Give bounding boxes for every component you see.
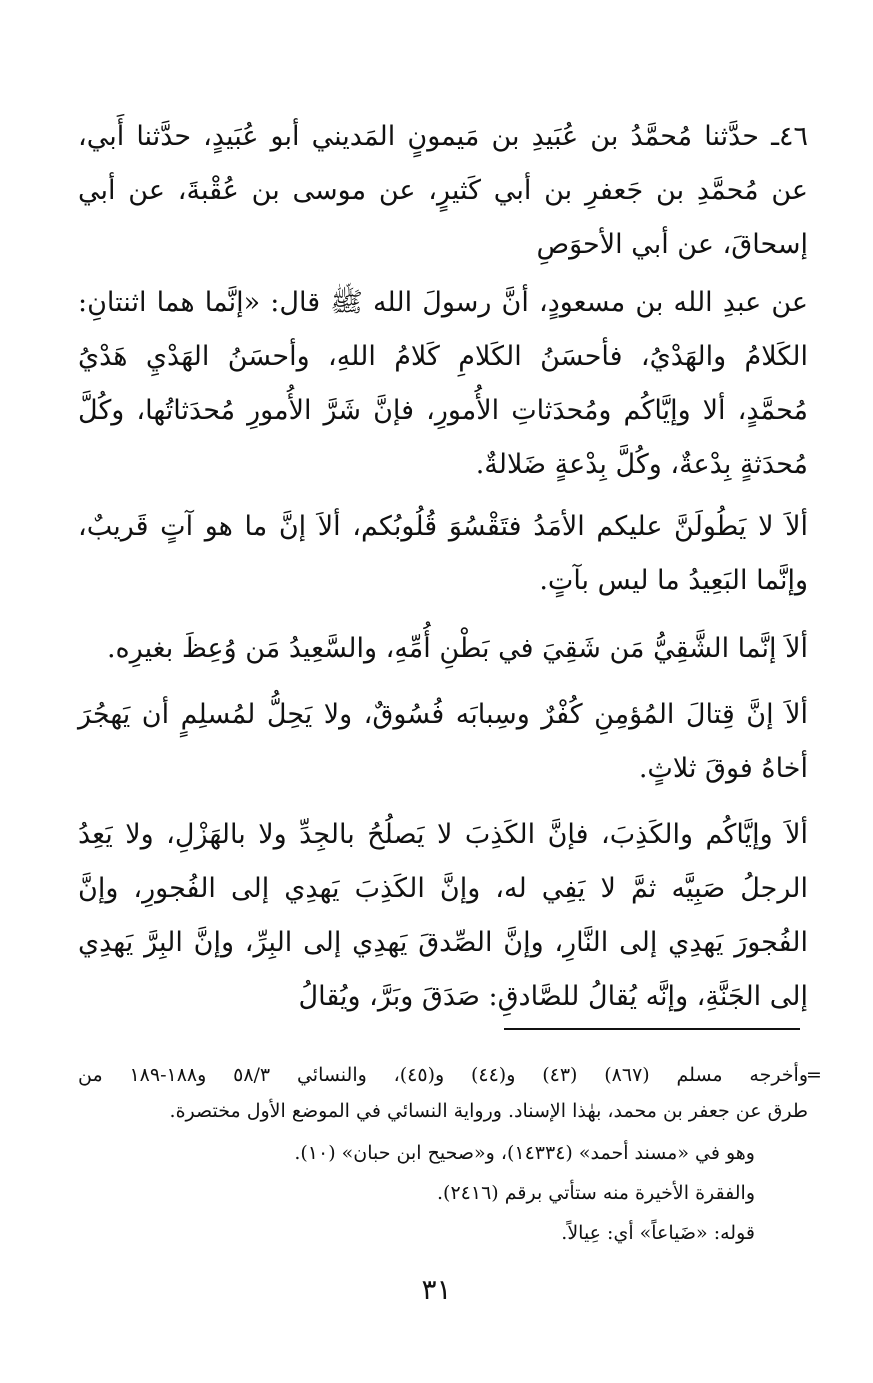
hadith-paragraph-2: ألاَ لا يَطُولَنَّ عليكم الأمَدُ فتَقْسُوَ قُلُوبُكم، ألاَ إنَّ ما هو آتٍ قَريبٌ، وإنَّما البَعِيدُ ما ليس بآتٍ. <box>78 511 808 596</box>
footnote-continuation-marker: = <box>806 1064 822 1086</box>
hadith-isnad: ٤٦ـ حدَّثنا مُحمَّدُ بن عُبَيدِ بن مَيمونٍ المَديني أبو عُبَيدٍ، حدَّثنا أَبي، عن مُحمَّدِ بن جَعفرِ بن أبي كَثيرٍ، عن موسى بن عُقْبةَ، عن أبي إسحاقَ، عن أبي الأحوَصِ <box>78 121 808 260</box>
hadith-paragraph-5: ألاَ وإيَّاكُم والكَذِبَ، فإنَّ الكَذِبَ لا يَصلُحُ بالجِدِّ ولا بالهَزْلِ، ولا يَعِدُ الرجلُ صَبِيَّه ثمَّ لا يَفِي له، وإنَّ الكَذِبَ يَهدِي إلى الفُجورِ، وإنَّ الفُجورَ يَهدِي إلى النَّارِ، وإنَّ الصِّدقَ يَهدِي إلى البِرِّ، وإنَّ البِرَّ يَهدِي إلى الجَنَّةِ، وإنَّه يُقالُ للصَّادقِ: صَدَقَ وبَرَّ، ويُقالُ <box>78 819 808 1012</box>
footnote-line-5: قوله: «ضَياعاً» أي: عِيالاً. <box>561 1222 755 1244</box>
hadith-paragraph-4: ألاَ إنَّ قِتالَ المُؤمِنِ كُفْرٌ وسِبابَه فُسُوقٌ، ولا يَحِلُّ لمُسلِمٍ أن يَهجُرَ أخاهُ فوقَ ثلاثٍ. <box>78 699 808 784</box>
footnote-line-3: وهو في «مسند أحمد» (١٤٣٣٤)، و«صحيح ابن حبان» (١٠). <box>294 1142 755 1164</box>
page-number: ٣١ <box>421 1273 452 1306</box>
footnote-line-1: وأخرجه مسلم (٨٦٧) (٤٣) و(٤٤) و(٤٥)، والنسائي ٥٨/٣ و١٨٨-١٨٩ من <box>78 1064 808 1086</box>
hadith-paragraph-1: عن عبدِ الله بن مسعودٍ، أنَّ رسولَ الله ﷺ قال: «إنَّما هما اثنتانِ: الكَلامُ والهَدْيُ، فأحسَنُ الكَلامِ كَلامُ اللهِ، وأحسَنُ الهَدْيِ هَدْيُ مُحمَّدٍ، ألا وإيَّاكُم ومُحدَثاتِ الأُمورِ، فإنَّ شَرَّ الأُمورِ مُحدَثاتُها، وكُلَّ مُحدَثةٍ بِدْعةٌ، وكُلَّ بِدْعةٍ ضَلالةٌ. <box>78 287 808 480</box>
footnote-divider <box>504 1028 800 1030</box>
footnote-line-4: والفقرة الأخيرة منه ستأتي برقم (٢٤١٦). <box>437 1182 755 1204</box>
hadith-paragraph-3: ألاَ إنَّما الشَّقِيُّ مَن شَقِيَ في بَطْنِ أُمِّهِ، والسَّعِيدُ مَن وُعِظَ بغيرِه. <box>106 633 808 664</box>
footnote-line-2: طرق عن جعفر بن محمد، بهٰذا الإسناد. ورواية النسائي في الموضع الأول مختصرة. <box>169 1100 808 1122</box>
